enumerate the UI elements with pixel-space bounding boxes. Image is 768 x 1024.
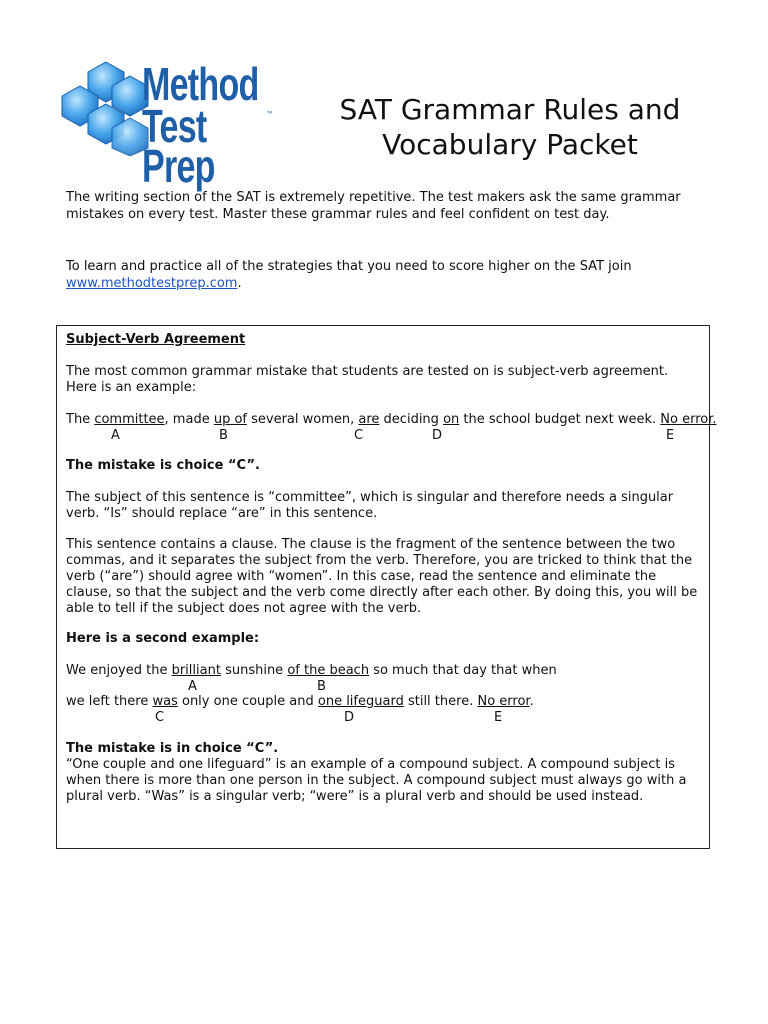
- example-2-choice-d-text: one lifeguard: [317, 694, 404, 709]
- example-2-text-2: sunshine: [220, 663, 288, 678]
- example-2-text-6: still there.: [403, 694, 478, 709]
- title-line-2: Vocabulary Packet: [382, 128, 638, 161]
- example-1-letter-d: D: [432, 428, 443, 443]
- hexagon-logo-icon: [56, 60, 156, 156]
- second-example-heading: Here is a second example:: [66, 631, 260, 646]
- example-2-text-3: so much that day that when: [369, 663, 557, 678]
- mistake-2-heading: The mistake is in choice “C”.: [66, 741, 279, 756]
- example-1-choice-e-text: No error.: [660, 412, 717, 427]
- logo-text-method: Method: [142, 58, 259, 110]
- intro-example-paragraph: The most common grammar mistake that students are tested on is subject-verb agreement. Here is an example:: [66, 364, 669, 395]
- example-1-letter-c: C: [354, 428, 364, 443]
- example-2-choice-a-text: brilliant: [171, 663, 221, 678]
- example-1-choice-a-text: committee: [94, 412, 165, 427]
- example-1-text-5: the school budget next week.: [459, 412, 661, 427]
- example-1-choice-b-text: up of: [213, 412, 247, 427]
- page-title: [330, 92, 690, 162]
- example-2-choice-b-text: of the beach: [287, 663, 370, 678]
- example-1-text-3: several women,: [246, 412, 359, 427]
- example-2-letter-b: B: [317, 679, 326, 694]
- example-2-text-1: We enjoyed the: [66, 663, 172, 678]
- example-1-letter-e: E: [666, 428, 675, 443]
- example-1-sentence: [66, 412, 717, 428]
- example-1-text-1: The: [66, 412, 95, 427]
- logo-text-test-prep: Test Prep: [142, 100, 215, 192]
- example-2-choice-c-text: was: [152, 694, 178, 709]
- example-2-text-7: .: [529, 694, 534, 709]
- intro-paragraph-1: The writing section of the SAT is extremely repetitive. The test makers ask the same grammar mistakes on every test. Master these grammar rules and feel confident on test day.: [66, 190, 681, 222]
- example-1-choice-d-text: on: [443, 412, 460, 427]
- example-2-letter-e: E: [494, 710, 503, 725]
- example-1-text-2: , made: [164, 412, 214, 427]
- example-2-letter-d: D: [344, 710, 355, 725]
- example-1-letter-b: B: [219, 428, 228, 443]
- intro-paragraph-2-end: .: [237, 276, 242, 291]
- mistake-1-heading: The mistake is choice “C”.: [66, 458, 260, 473]
- example-2-line-2: [66, 694, 534, 710]
- section-heading: Subject-Verb Agreement: [66, 332, 246, 347]
- subject-verb-agreement-box: [56, 325, 717, 849]
- explanation-paragraph-3: “One couple and one lifeguard” is an example of a compound subject. A compound subject is when there is more than one person in the subject. A compound subject must always go with a plural verb. “Was” is a singular verb; “were” is a plural verb and should be used instead.: [66, 757, 687, 804]
- logo-trademark: ™: [266, 110, 274, 119]
- intro-paragraph-2-text: To learn and practice all of the strategies that you need to score higher on the SAT join: [66, 259, 632, 274]
- example-2-text-5: only one couple and: [177, 694, 318, 709]
- explanation-paragraph-1: The subject of this sentence is “committee”, which is singular and therefore needs a singular verb. “Is” should replace “are” in this sentence.: [66, 490, 674, 521]
- method-test-prep-link[interactable]: www.methodtestprep.com: [66, 276, 238, 291]
- method-test-prep-logo: [56, 58, 286, 192]
- example-2-letter-c: C: [155, 710, 165, 725]
- intro-paragraph-2: [66, 258, 706, 292]
- explanation-paragraph-2: This sentence contains a clause. The clause is the fragment of the sentence between the two commas, and it separates the subject from the verb. Therefore, you are tricked to think that the verb (“are”) should agree with “women”. In this case, read the sentence and eliminate the clause, so that the subject and the verb come directly after each other. By doing this, you will be able to tell if the subject does not agree with the verb.: [66, 537, 698, 616]
- example-2-choice-e-text: No error: [477, 694, 530, 709]
- example-2-line-1: [66, 663, 557, 679]
- example-2-text-4: we left there: [66, 694, 153, 709]
- example-1-letter-a: A: [111, 428, 120, 443]
- example-1-choice-c-text: are: [358, 412, 380, 427]
- title-line-1: SAT Grammar Rules and: [339, 93, 681, 126]
- example-1-text-4: deciding: [379, 412, 444, 427]
- example-2-letter-a: A: [188, 679, 197, 694]
